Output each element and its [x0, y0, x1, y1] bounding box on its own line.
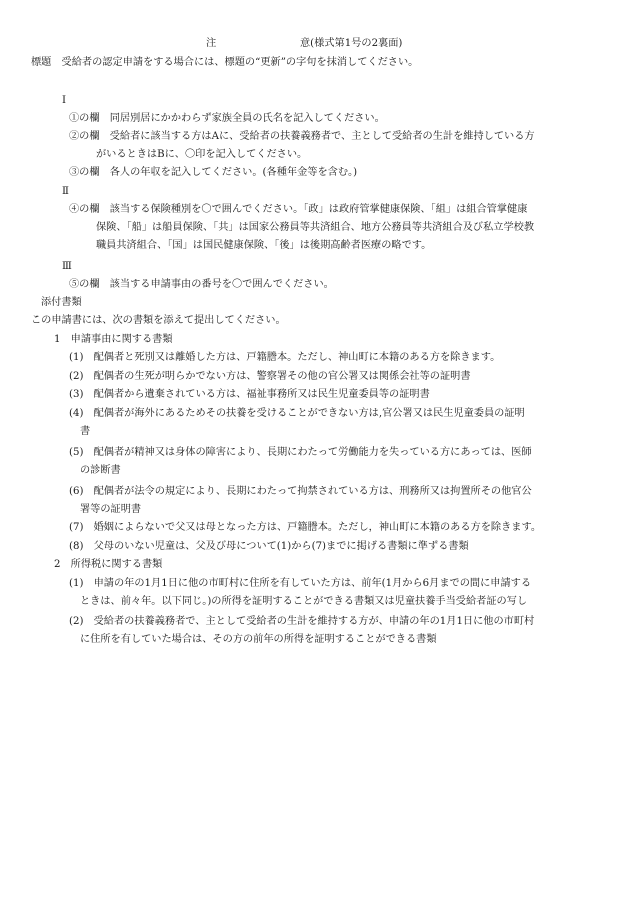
group-2-item-1: (1) 申請の年の1月1日に他の市町村に住所を有していた方は、前年(1月から6月までの間に申請する [69, 578, 532, 589]
group-1-item-4: (4) 配偶者が海外にあるためその扶養を受けることができない方は,官公署又は民生児童委員の証明 [69, 408, 525, 419]
group-1-item-5-cont: の診断書 [80, 465, 121, 476]
group-1-item-6: (6) 配偶者が法令の規定により、長期にわたって拘禁されている方は、刑務所又は拘置所その他官公 [69, 486, 532, 497]
section-1-heading: Ⅰ [62, 95, 67, 106]
section-2-heading: Ⅱ [62, 186, 69, 197]
group-1-item-8: (8) 父母のいない児童は、父及び母について(1)から(7)までに掲げる書類に準ずる書類 [69, 541, 469, 552]
column-1-note: ①の欄 同居別居にかかわらず家族全員の氏名を記入してください。 [69, 113, 385, 124]
attachments-heading: 添付書類 [41, 297, 82, 308]
group-2-item-2-cont: に住所を有していた場合は、その方の前年の所得を証明することができる書類 [80, 634, 437, 645]
column-4-note: ④の欄 該当する保険種別を〇で囲んでください。「政」は政府管掌健康保険、「組」は組合管掌健康 [69, 204, 528, 215]
group-1-item-4-cont: 書 [80, 426, 91, 437]
column-4-note-cont-1: 保険、「船」は船員保険、「共」は国家公務員等共済組合、地方公務員等共済組合及び私立学校教 [96, 222, 535, 233]
column-5-note: ⑤の欄 該当する申請事由の番号を〇で囲んでください。 [69, 279, 334, 290]
group-1-item-7: (7) 婚姻によらないで父又は母となった方は、戸籍謄本。ただし，神山町に本籍のある方を除きます。 [69, 522, 542, 533]
group-2-heading: 2 所得税に関する書類 [54, 559, 163, 570]
column-3-note: ③の欄 各人の年収を記入してください。(各種年金等を含む。) [69, 167, 358, 178]
group-1-item-6-cont: 署等の証明書 [80, 504, 142, 515]
group-1-item-2: (2) 配偶者の生死が明らかでない方は、警察署その他の官公署又は関係会社等の証明書 [69, 371, 471, 382]
group-2-item-2: (2) 受給者の扶養義務者で、主として受給者の生計を維持する方が、申請の年の1月1日に他の市町村 [69, 616, 535, 627]
group-1-item-5: (5) 配偶者が精神又は身体の障害により、長期にわたって労働能力を失っている方にあっては、医師 [69, 447, 532, 458]
column-4-note-cont-2: 職員共済組合、「国」は国民健康保険、「後」は後期高齢者医療の略です。 [96, 240, 432, 251]
group-2-item-1-cont: ときは、前々年。以下同じ。)の所得を証明することができる書類又は児童扶養手当受給者証の写し [80, 596, 528, 607]
group-1-item-3: (3) 配偶者から遺棄されている方は、福祉事務所又は民生児童委員等の証明書 [69, 389, 430, 400]
column-2-note: ②の欄 受給者に該当する方はAに、受給者の扶養義務者で、主として受給者の生計を維持している方 [69, 131, 535, 142]
attachments-intro: この申請書には、次の書類を添えて提出してください。 [31, 315, 286, 326]
group-1-item-1: (1) 配偶者と死別又は離婚した方は、戸籍謄本。ただし、神山町に本籍のある方を除きます。 [69, 352, 501, 363]
group-1-heading: 1 申請事由に関する書類 [54, 334, 173, 345]
page-title-right: 意(様式第1号の2裏面) [300, 38, 403, 49]
header-note: 標題 受給者の認定申請をする場合には、標題の“更新”の字句を抹消してください。 [31, 57, 419, 68]
page-title-left: 注 [206, 38, 217, 49]
column-2-note-cont: がいるときはBに、〇印を記入してください。 [96, 149, 308, 160]
section-3-heading: Ⅲ [62, 261, 72, 272]
